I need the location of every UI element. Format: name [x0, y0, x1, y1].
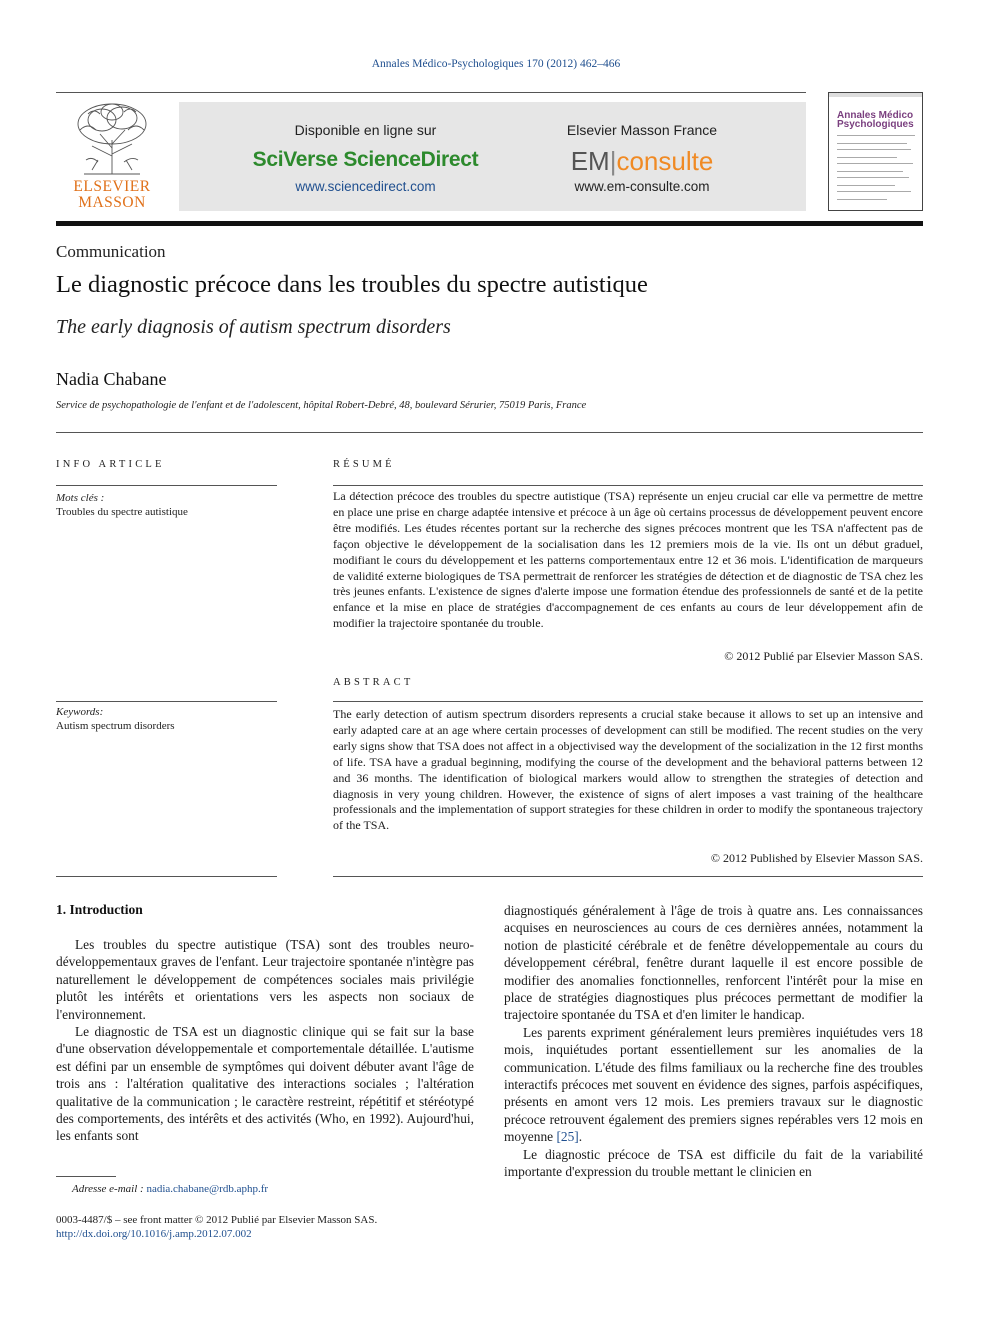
cover-line: [837, 149, 911, 150]
resume-rule: [333, 485, 923, 486]
emconsulte-link[interactable]: www.em-consulte.com: [574, 179, 710, 194]
paragraph: Le diagnostic de TSA est un diagnostic clinique qui se fait sur la base d'une observation développementale et comportementale détaillée. L'autisme est défini par un ensemble de symptômes qui doivent débuter avant l'âge de trois ans : l'altération qualitative des interactions sociales ; l'altération qualitative de la communication ; le caractère restreint, répétitif et stéréotypé des comportements, des intérêts et des activités (Who, en 1992). Aujourd'hui, les enfants sont: [56, 1024, 474, 1144]
abstract-end-rule: [333, 876, 923, 877]
cover-title: [837, 111, 917, 129]
info-article-label: INFO ARTICLE: [56, 459, 165, 470]
elsevier-tree-icon: [62, 100, 162, 176]
body-left-column: [56, 936, 474, 1145]
paragraph-end: .: [578, 1129, 583, 1145]
sciencedirect-brand: SciVerse ScienceDirect: [252, 148, 479, 171]
cover-line: [837, 185, 895, 186]
article-title-en: The early diagnosis of autism spectrum disorders: [56, 316, 451, 338]
cover-top-band: [829, 93, 923, 97]
section-heading-introduction: 1. Introduction: [56, 902, 143, 917]
citation-link[interactable]: [25]: [556, 1129, 579, 1145]
emconsulte-brand: EM|consulte: [570, 146, 714, 176]
author-affiliation: Service de psychopathologie de l'enfant et de l'adolescent, hôpital Robert-Debré, 48, boulevard Sérurier, 75019 Paris, France: [56, 400, 587, 411]
abstract-text: The early detection of autism spectrum disorders represents a crucial stake because it allows to set up an intensive and early adapted care at an age where certain processes of development can still be modified. The recent studies on the very early signs show that TSA does not affect in a objectivised way the development of the socialization in the 12 first months of life. TSA have a gradual beginning, modifying the course of the development and the behavioral patterns between 12 and 36 months. The identification of biological markers would allow to strengthen the strategies of detection and diagnosis in very young children. However, the existence of signs of alert imposes a vast training of the healthcare professionals and the implementation of support strategies for these children in order to modify the spontaneous trajectory of the TSA.: [333, 707, 923, 833]
cover-line: [837, 163, 913, 164]
info-rule: [56, 485, 277, 486]
abstract-copyright: © 2012 Published by Elsevier Masson SAS.: [710, 851, 923, 865]
paragraph: diagnostiqués généralement à l'âge de trois à quatre ans. Les connaissances acquises en neurosciences au cours de ces dernières années, notamment la notion de plasticité cérébrale et de fenêtre développementale au cours du développement cérébral, fenêtre durant laquelle il est encore possible de modifier des anomalies fonctionnelles, renforcent l'intérêt pour la mise en place de stratégies diagnostiques plus précoces permettant de modifier la trajectoire spontanée du TSA et d'en limiter le handicap.: [504, 903, 923, 1023]
cover-line: [837, 191, 911, 192]
paragraph-text: Les parents expriment généralement leurs premières inquiétudes vers 18 mois, inquiétudes portant essentiellement sur les anomalies de la communication. L'étude des films familiaux ou la recherche fine des troubles interactifs précoces met souvent en évidence des signes, parfois aspécifiques, présents en amont vers 12 mois. Les premiers travaux sur le diagnostic précoce retrouvent également des premiers signes repérables vers 12 mois en moyenne: [504, 1024, 923, 1145]
resume-copyright: © 2012 Publié par Elsevier Masson SAS.: [724, 649, 923, 663]
keywords-en-rule: [56, 701, 277, 702]
abstract-label: ABSTRACT: [333, 677, 414, 688]
title-block-rule: [56, 432, 923, 433]
author-name: Nadia Chabane: [56, 369, 167, 389]
front-matter: 0003-4487/$ – see front matter © 2012 Publié par Elsevier Masson SAS.: [56, 1214, 378, 1226]
info-end-rule: [56, 876, 277, 877]
article-type: Communication: [56, 242, 166, 261]
journal-reference[interactable]: Annales Médico-Psychologiques 170 (2012) 462–466: [371, 58, 621, 70]
logo-text-elsevier: ELSEVIER: [73, 178, 151, 195]
header-thick-rule: [56, 221, 923, 226]
cover-line: [837, 135, 915, 136]
cover-line: [837, 157, 897, 158]
logo-text-masson: MASSON: [78, 194, 146, 211]
keywords-fr-value: Troubles du spectre autistique: [56, 506, 188, 518]
paragraph: [504, 1024, 923, 1146]
sciencedirect-link[interactable]: www.sciencedirect.com: [295, 179, 436, 194]
doi-link[interactable]: http://dx.doi.org/10.1016/j.amp.2012.07.002: [56, 1228, 252, 1240]
paragraph: Le diagnostic précoce de TSA est difficile du fait de la variabilité importante d'expression du trouble mettant le clinicien en: [504, 1146, 923, 1180]
cover-line: [837, 171, 903, 172]
keywords-fr-label: Mots clés :: [56, 492, 105, 504]
cover-line: [837, 143, 907, 144]
cover-title-line1: Annales Médico: [837, 110, 914, 121]
available-online-label: Disponible en ligne sur: [294, 122, 437, 138]
email-label: Adresse e-mail :: [72, 1183, 144, 1195]
resume-label: RÉSUMÉ: [333, 459, 395, 470]
em-brand-part: EM: [570, 146, 610, 176]
cover-line: [837, 177, 909, 178]
article-title-fr: Le diagnostic précoce dans les troubles du spectre autistique: [56, 271, 648, 298]
elsevier-masson-logo: [62, 100, 162, 212]
keywords-en-value: Autism spectrum disorders: [56, 720, 175, 732]
consulte-brand-part: consulte: [616, 146, 714, 176]
body-right-column: [504, 902, 923, 1181]
cover-title-line2: Psychologiques: [837, 119, 914, 130]
keywords-en-label: Keywords:: [56, 706, 104, 718]
emconsulte-block: [522, 102, 762, 211]
abstract-rule: [333, 701, 923, 702]
email-link[interactable]: nadia.chabane@rdb.aphp.fr: [146, 1183, 269, 1195]
journal-cover-thumbnail[interactable]: [828, 92, 923, 211]
header-rule: [56, 92, 806, 93]
elsevier-masson-france-label: Elsevier Masson France: [566, 122, 718, 138]
paragraph: Les troubles du spectre autistique (TSA) sont des troubles neuro-développementaux graves de l'enfant. Leur trajectoire spontanée n'intègre pas naturellement le développement de compétences sociales mais privilégie plutôt les intérêts et orientations vers les aspects non sociaux de l'environnement.: [56, 937, 474, 1022]
cover-line: [837, 199, 887, 200]
availability-banner: [179, 102, 806, 211]
footnote-email: [72, 1183, 268, 1195]
footnote-rule: [56, 1176, 116, 1177]
resume-text: La détection précoce des troubles du spectre autistique (TSA) représente un enjeu crucial car elle va permettre de mettre en place une prise en charge adaptée intensive et précoce à un âge où certains processus de développement peuvent encore être modifiés. Les études récentes portant sur la recherche des signes précoces montrent que les TSA n'affectent pas de façon objective le développement de la socialisation dans les 12 premiers mois de la vie. Ils ont un début graduel, modifiant le cours du développement et les patterns comportementaux entre 12 et 36 mois. L'identification de marqueurs de validité externe biologiques de TSA permettrait de renforcer les stratégies de détection et de diagnostic de TSA chez les très jeunes enfants. L'existence de signes d'alerte impose une formation étendue des professionnels de santé et de la petite enfance et la mise en place de stratégies d'accompagnement de ces enfants au cours de leur développement afin de modifier la trajectoire spontanée du trouble.: [333, 489, 923, 631]
sciencedirect-block: [229, 102, 502, 211]
